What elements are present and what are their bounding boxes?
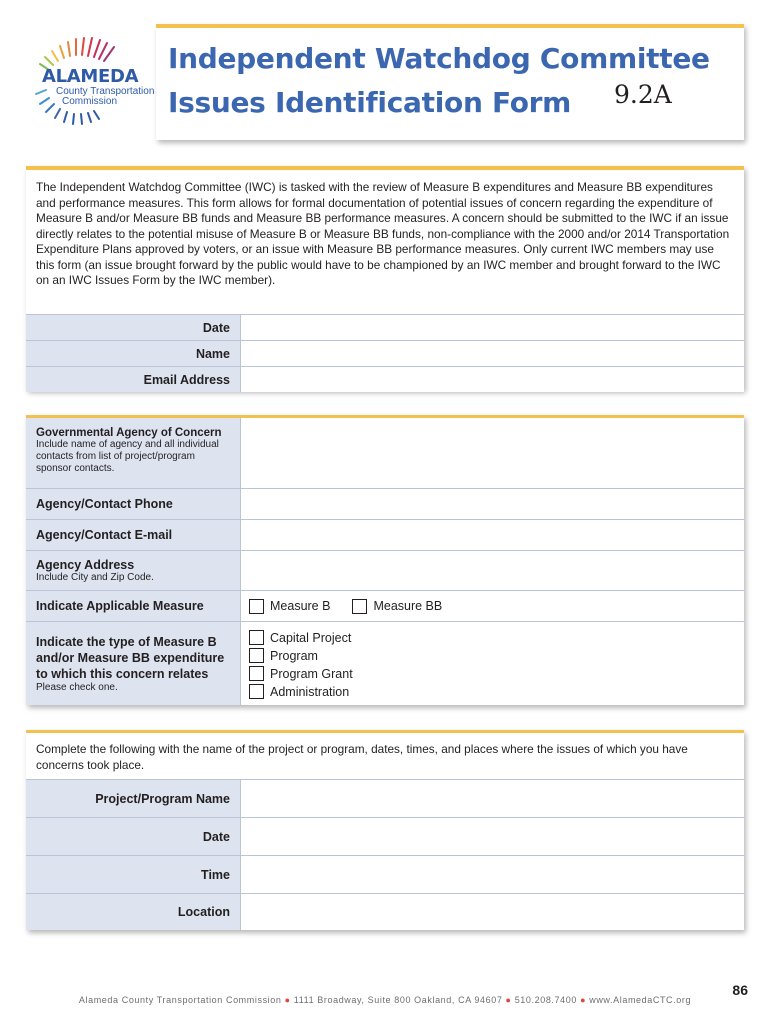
project-name-field[interactable] (241, 780, 744, 817)
date-label: Date (202, 320, 230, 335)
program-label: Program (270, 648, 318, 663)
agency-address-row (26, 550, 744, 590)
agency-email-field[interactable] (241, 520, 744, 550)
agency-concern-row (26, 418, 744, 488)
project-time-label: Time (201, 867, 230, 882)
footer-phone: 510.208.7400 (514, 995, 577, 1005)
project-intro-text: Complete the following with the name of the project or program, dates, times, and places where the issues of which you have concerns took place. (36, 742, 688, 772)
intro-text: The Independent Watchdog Committee (IWC) is tasked with the review of Measure B expenditures and Measure BB expenditures and performance measures. This form allows for formal documentation of potential issues of concern regarding the expenditure of Measure B and/or Measure BB funds and Measure BB performance measures. A concern should be submitted to the IWC if an issue directly relates to the potential misuse of Measure B or Measure BB funds, non-compliance with the 2000 and/or 2014 Transportation Expenditure Plans approved by voters, or an issue with Measure BB performance measures. Only current IWC members may use this form (an issue brought forward by the public would have to be championed by an IWC member and brought forward to the IWC on an IWC Issues Form by the IWC member). (36, 180, 730, 287)
footer (0, 995, 770, 1005)
agency-concern-label: Governmental Agency of Concern (36, 427, 222, 439)
agency-section (26, 415, 744, 705)
name-label: Name (195, 346, 230, 361)
date-row (26, 314, 744, 340)
name-field[interactable] (241, 341, 744, 366)
project-location-row (26, 893, 744, 930)
project-date-label: Date (202, 829, 230, 844)
header-box (156, 24, 744, 140)
footer-dot-icon: ● (284, 995, 291, 1005)
email-field[interactable] (241, 367, 744, 392)
program-grant-label: Program Grant (270, 666, 353, 681)
project-name-label: Project/Program Name (95, 791, 230, 806)
program-grant-checkbox[interactable] (249, 666, 264, 681)
agency-address-label: Agency Address (36, 557, 135, 572)
project-time-field[interactable] (241, 856, 744, 893)
email-label: Email Address (143, 372, 230, 387)
logo-line-2: Commission (62, 96, 118, 107)
footer-dot-icon: ● (505, 995, 512, 1005)
agency-email-row (26, 519, 744, 550)
measure-bb-option[interactable] (352, 599, 442, 614)
measure-b-option[interactable] (249, 599, 330, 614)
page-title-line-1: Independent Watchdog Committee (168, 42, 710, 75)
measure-b-label: Measure B (270, 599, 331, 613)
capital-project-option[interactable] (249, 630, 726, 645)
logo-line-1: County Transportation (56, 86, 155, 97)
form-number: 9.2A (614, 80, 672, 109)
project-name-row (26, 779, 744, 817)
agency-concern-note: Include name of agency and all individual contacts from list of project/program sponsor contacts. (36, 439, 219, 474)
footer-address: 1111 Broadway, Suite 800 Oakland, CA 94607 (293, 995, 503, 1005)
project-location-label: Location (177, 905, 230, 919)
project-location-field[interactable] (241, 894, 744, 930)
email-row (26, 366, 744, 392)
date-field[interactable] (241, 315, 744, 340)
measure-bb-checkbox[interactable] (352, 599, 367, 614)
project-date-field[interactable] (241, 818, 744, 855)
footer-dot-icon: ● (580, 995, 587, 1005)
capital-project-checkbox[interactable] (249, 630, 264, 645)
program-checkbox[interactable] (249, 648, 264, 663)
capital-project-label: Capital Project (270, 630, 352, 645)
footer-web: www.AlamedaCTC.org (589, 995, 692, 1005)
agency-concern-field[interactable] (241, 418, 744, 488)
name-row (26, 340, 744, 366)
footer-org: Alameda County Transportation Commission (78, 995, 282, 1005)
administration-checkbox[interactable] (249, 684, 264, 699)
program-option[interactable] (249, 648, 726, 663)
page-title-line-2: Issues Identification Form (168, 86, 572, 119)
alameda-ctc-logo (24, 28, 154, 136)
agency-phone-field[interactable] (241, 489, 744, 519)
agency-address-field[interactable] (241, 551, 744, 590)
agency-phone-label: Agency/Contact Phone (36, 497, 173, 511)
measure-bb-label: Measure BB (373, 599, 443, 613)
measure-b-checkbox[interactable] (249, 599, 264, 614)
expenditure-type-row (26, 621, 744, 705)
measure-label: Indicate Applicable Measure (36, 599, 204, 613)
member-info-section (26, 166, 744, 390)
expenditure-type-note: Please check one. (36, 682, 118, 693)
agency-phone-row (26, 488, 744, 519)
administration-label: Administration (270, 684, 350, 699)
logo-brand: ALAMEDA (42, 66, 139, 87)
project-date-row (26, 817, 744, 855)
page-number: 86 (732, 982, 748, 998)
program-grant-option[interactable] (249, 666, 726, 681)
project-time-row (26, 855, 744, 893)
agency-email-label: Agency/Contact E-mail (36, 528, 173, 542)
expenditure-type-label: Indicate the type of Measure B and/or Measure BB expenditure to which this concern relates (36, 635, 225, 681)
administration-option[interactable] (249, 684, 726, 699)
agency-address-note: Include City and Zip Code. (36, 571, 154, 583)
measure-row (26, 590, 744, 621)
project-section (26, 730, 744, 930)
